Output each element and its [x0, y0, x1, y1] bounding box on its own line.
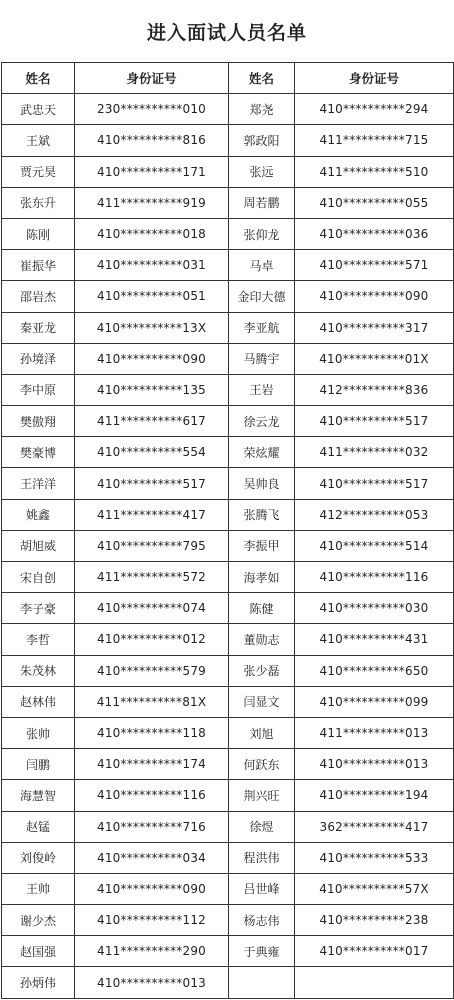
name-cell: 闫显文 [229, 686, 295, 717]
name-cell: 吕世峰 [229, 873, 295, 904]
table-row [2, 187, 454, 218]
table-row [2, 780, 454, 811]
id-cell: 411**********572 [75, 562, 229, 593]
header-name-2: 姓名 [229, 63, 295, 94]
name-cell: 赵锰 [2, 811, 75, 842]
id-cell: 410**********317 [295, 312, 454, 343]
name-cell: 海孝如 [229, 562, 295, 593]
name-cell: 吴帅良 [229, 468, 295, 499]
id-cell: 411**********715 [295, 125, 454, 156]
id-cell: 411**********510 [295, 156, 454, 187]
table-row [2, 281, 454, 312]
name-cell: 何跃东 [229, 749, 295, 780]
table-row [2, 499, 454, 530]
name-cell: 武忠天 [2, 94, 75, 125]
id-cell: 410**********517 [75, 468, 229, 499]
id-cell: 410**********135 [75, 374, 229, 405]
table-row [2, 437, 454, 468]
table-row [2, 218, 454, 249]
id-cell: 410**********116 [295, 562, 454, 593]
table-row [2, 842, 454, 873]
table-row [2, 811, 454, 842]
name-cell: 谢少杰 [2, 905, 75, 936]
id-cell: 410**********030 [295, 593, 454, 624]
id-cell: 410**********517 [295, 406, 454, 437]
id-cell: 410**********571 [295, 250, 454, 281]
id-cell: 410**********716 [75, 811, 229, 842]
table-row [2, 468, 454, 499]
id-cell: 411**********417 [75, 499, 229, 530]
id-cell: 410**********112 [75, 905, 229, 936]
id-cell: 410**********031 [75, 250, 229, 281]
name-cell: 樊傲翔 [2, 406, 75, 437]
name-cell: 张腾飞 [229, 499, 295, 530]
table-row [2, 250, 454, 281]
id-cell: 410**********579 [75, 655, 229, 686]
id-cell: 410**********294 [295, 94, 454, 125]
id-cell: 410**********650 [295, 655, 454, 686]
id-cell: 410**********194 [295, 780, 454, 811]
id-cell: 362**********417 [295, 811, 454, 842]
name-cell: 荣炫耀 [229, 437, 295, 468]
name-cell: 宋自创 [2, 562, 75, 593]
table-row [2, 562, 454, 593]
name-cell: 闫鹏 [2, 749, 75, 780]
id-cell: 410**********034 [75, 842, 229, 873]
name-cell: 崔振华 [2, 250, 75, 281]
id-cell: 410**********554 [75, 437, 229, 468]
table-row [2, 655, 454, 686]
id-cell: 410**********171 [75, 156, 229, 187]
name-cell: 于典雍 [229, 936, 295, 967]
name-cell: 徐云龙 [229, 406, 295, 437]
page-title: 进入面试人员名单 [146, 21, 307, 44]
table-row [2, 873, 454, 904]
name-cell: 李亚航 [229, 312, 295, 343]
table-row [2, 94, 454, 125]
id-cell: 410**********074 [75, 593, 229, 624]
name-cell: 马卓 [229, 250, 295, 281]
id-cell: 410**********017 [295, 936, 454, 967]
name-cell: 赵林伟 [2, 686, 75, 717]
name-cell: 王帅 [2, 873, 75, 904]
name-cell: 徐煜 [229, 811, 295, 842]
name-cell: 邵岩杰 [2, 281, 75, 312]
id-cell: 412**********836 [295, 374, 454, 405]
name-cell: 马腾宇 [229, 343, 295, 374]
id-cell: 410**********431 [295, 624, 454, 655]
id-cell: 410**********13X [75, 312, 229, 343]
id-cell: 410**********099 [295, 686, 454, 717]
name-cell: 郭政阳 [229, 125, 295, 156]
name-cell: 贾元昊 [2, 156, 75, 187]
id-cell: 411**********919 [75, 187, 229, 218]
header-name-1: 姓名 [2, 63, 75, 94]
name-cell: 周若鹏 [229, 187, 295, 218]
name-cell: 张远 [229, 156, 295, 187]
name-cell: 荆兴旺 [229, 780, 295, 811]
name-cell: 李中原 [2, 374, 75, 405]
id-cell: 410**********118 [75, 717, 229, 748]
name-cell: 陈健 [229, 593, 295, 624]
id-cell: 410**********090 [295, 281, 454, 312]
id-cell: 410**********57X [295, 873, 454, 904]
id-cell: 410**********051 [75, 281, 229, 312]
table-row [2, 593, 454, 624]
name-cell: 王岩 [229, 374, 295, 405]
name-cell: 海慧智 [2, 780, 75, 811]
table-row [2, 125, 454, 156]
name-cell: 朱茂林 [2, 655, 75, 686]
name-cell: 金印大德 [229, 281, 295, 312]
name-cell: 王洋洋 [2, 468, 75, 499]
name-cell: 王斌 [2, 125, 75, 156]
id-cell [295, 967, 454, 998]
name-cell: 陈刚 [2, 218, 75, 249]
id-cell: 410**********517 [295, 468, 454, 499]
id-cell: 410**********816 [75, 125, 229, 156]
id-cell: 411**********617 [75, 406, 229, 437]
id-cell: 411**********290 [75, 936, 229, 967]
id-cell: 411**********032 [295, 437, 454, 468]
name-cell: 张东升 [2, 187, 75, 218]
table-row [2, 156, 454, 187]
table-row [2, 749, 454, 780]
id-cell: 410**********018 [75, 218, 229, 249]
id-cell: 410**********013 [75, 967, 229, 998]
name-cell: 孙境泽 [2, 343, 75, 374]
id-cell: 410**********055 [295, 187, 454, 218]
table-row [2, 374, 454, 405]
id-cell: 410**********238 [295, 905, 454, 936]
name-cell: 李哲 [2, 624, 75, 655]
candidate-table [1, 62, 454, 999]
name-cell [229, 967, 295, 998]
name-cell: 李振甲 [229, 530, 295, 561]
name-cell: 李子豪 [2, 593, 75, 624]
name-cell: 孙炳伟 [2, 967, 75, 998]
id-cell: 410**********795 [75, 530, 229, 561]
name-cell: 刘旭 [229, 717, 295, 748]
table-row [2, 717, 454, 748]
title-bar [0, 0, 454, 62]
table-row [2, 905, 454, 936]
id-cell: 410**********533 [295, 842, 454, 873]
id-cell: 410**********036 [295, 218, 454, 249]
name-cell: 张仰龙 [229, 218, 295, 249]
table-row [2, 343, 454, 374]
header-id-1: 身份证号 [75, 63, 229, 94]
name-cell: 杨志伟 [229, 905, 295, 936]
id-cell: 410**********013 [295, 749, 454, 780]
name-cell: 刘俊岭 [2, 842, 75, 873]
table-row [2, 530, 454, 561]
table-row [2, 312, 454, 343]
name-cell: 董勋志 [229, 624, 295, 655]
id-cell: 410**********012 [75, 624, 229, 655]
id-cell: 230**********010 [75, 94, 229, 125]
id-cell: 410**********090 [75, 343, 229, 374]
name-cell: 胡旭威 [2, 530, 75, 561]
id-cell: 410**********174 [75, 749, 229, 780]
id-cell: 412**********053 [295, 499, 454, 530]
table-row [2, 686, 454, 717]
name-cell: 姚鑫 [2, 499, 75, 530]
name-cell: 秦亚龙 [2, 312, 75, 343]
name-cell: 郑尧 [229, 94, 295, 125]
name-cell: 张少磊 [229, 655, 295, 686]
id-cell: 411**********81X [75, 686, 229, 717]
id-cell: 411**********013 [295, 717, 454, 748]
name-cell: 程洪伟 [229, 842, 295, 873]
name-cell: 樊豪博 [2, 437, 75, 468]
id-cell: 410**********090 [75, 873, 229, 904]
id-cell: 410**********116 [75, 780, 229, 811]
id-cell: 410**********01X [295, 343, 454, 374]
table-row [2, 406, 454, 437]
name-cell: 张帅 [2, 717, 75, 748]
table-row [2, 936, 454, 967]
table-header-row [2, 63, 454, 94]
id-cell: 410**********514 [295, 530, 454, 561]
name-cell: 赵国强 [2, 936, 75, 967]
table-row [2, 967, 454, 998]
table-row [2, 624, 454, 655]
header-id-2: 身份证号 [295, 63, 454, 94]
